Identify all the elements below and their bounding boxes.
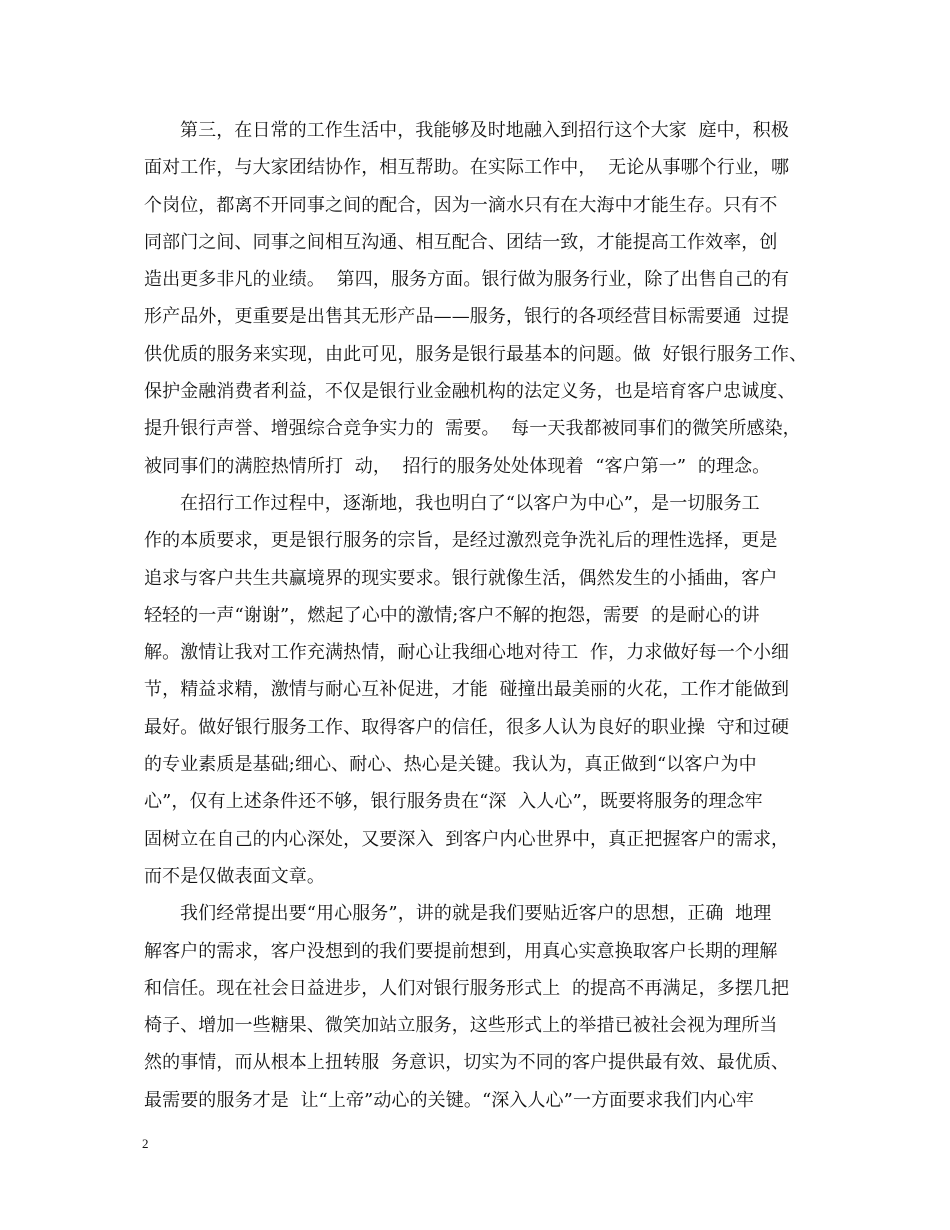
text-line: 提升银行声誉、增强综合竞争实力的 需要。 每一天我都被同事们的微笑所感染， <box>144 418 801 440</box>
text-line: 面对工作，与大家团结协作，相互帮助。在实际工作中， 无论从事哪个行业，哪 <box>144 157 790 179</box>
text-line: 同部门之间、同事之间相互沟通、相互配合、团结一致，才能提高工作效率，创 <box>144 231 778 253</box>
page-number: 2 <box>142 1136 149 1151</box>
text-line: 解。激情让我对工作充满热情，耐心让我细心地对待工 作，力求做好每一个小细 <box>144 642 790 664</box>
text-line: 解客户的需求，客户没想到的我们要提前想到，用真心实意换取客户长期的理解 <box>144 940 778 962</box>
text-line: 然的事情，而从根本上扭转服 务意识，切实为不同的客户提供最有效、最优质、 <box>144 1052 790 1074</box>
text-line: 心”，仅有上述条件还不够，银行服务贵在“深 入人心”，既要将服务的理念牢 <box>144 791 763 813</box>
text-line: 第三，在日常的工作生活中，我能够及时地融入到招行这个大家 庭中，积极 <box>180 120 789 141</box>
text-line: 最好。做好银行服务工作、取得客户的信任，很多人认为良好的职业操 守和过硬 <box>144 716 790 738</box>
text-line: 造出更多非凡的业绩。 第四，服务方面。银行做为服务行业，除了出售自己的有 <box>144 269 790 291</box>
text-line: 供优质的服务来实现，由此可见，服务是银行最基本的问题。做 好银行服务工作、 <box>144 343 808 365</box>
text-line: 保护金融消费者利益，不仅是银行业金融机构的法定义务，也是培育客户忠诚度、 <box>144 381 796 403</box>
text-line: 最需要的服务才是 让“上帝”动心的关键。“深入人心”一方面要求我们内心牢 <box>144 1089 754 1111</box>
text-line: 个岗位，都离不开同事之间的配合，因为一滴水只有在大海中才能生存。只有不 <box>144 194 778 216</box>
text-line: 被同事们的满腔热情所打 动， 招行的服务处处体现着 “客户第一” 的理念。 <box>144 455 771 477</box>
body-text <box>144 112 834 1119</box>
text-line: 的专业素质是基础;细心、耐心、热心是关键。我认为，真正做到“以客户为中 <box>144 754 757 776</box>
text-line: 和信任。现在社会日益进步，人们对银行服务形式上 的提高不再满足，多摆几把 <box>144 977 790 999</box>
text-line: 形产品外，更重要是出售其无形产品——服务，银行的各项经营目标需要通 过提 <box>144 306 790 328</box>
text-line: 椅子、增加一些糖果、微笑加站立服务，这些形式上的举措已被社会视为理所当 <box>144 1015 778 1037</box>
text-line: 作的本质要求，更是银行服务的宗旨，是经过激烈竞争洗礼后的理性选择，更是 <box>144 530 778 552</box>
text-line: 节，精益求精，激情与耐心互补促进，才能 碰撞出最美丽的火花，工作才能做到 <box>144 679 790 701</box>
text-line: 在招行工作过程中，逐渐地，我也明白了“以客户为中心”，是一切服务工 <box>180 492 760 514</box>
text-line: 追求与客户共生共赢境界的现实要求。银行就像生活，偶然发生的小插曲，客户 <box>144 567 778 589</box>
text-line: 固树立在自己的内心深处，又要深入 到客户内心世界中，真正把握客户的需求， <box>144 828 790 850</box>
text-line: 轻轻的一声“谢谢”，燃起了心中的激情;客户不解的抱怨，需要 的是耐心的讲 <box>144 604 760 626</box>
text-line: 我们经常提出要“用心服务”，讲的就是我们要贴近客户的思想，正确 地理 <box>180 903 772 925</box>
text-line: 而不是仅做表面文章。 <box>144 865 325 887</box>
